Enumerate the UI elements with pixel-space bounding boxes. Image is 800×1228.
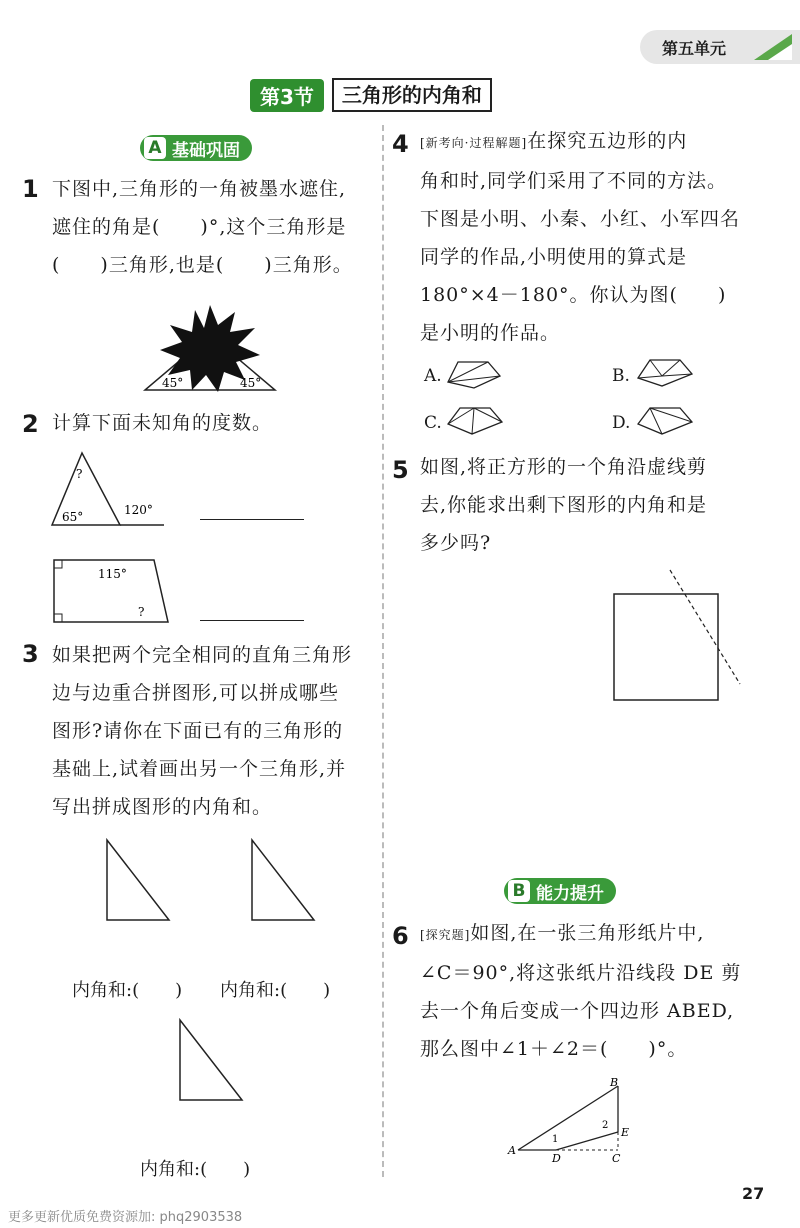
q6-label-c: C — [612, 1152, 621, 1165]
q5-number: 5 — [392, 456, 409, 484]
q1-text — [52, 170, 382, 284]
section-a-badge — [140, 135, 252, 161]
q1-angle-right: 45° — [240, 376, 262, 390]
title-badge: 第3节 — [250, 79, 324, 112]
q1-line: ( )三角形,也是( )三角形。 — [52, 254, 353, 276]
q4-text — [420, 122, 760, 352]
q3-sum-3: 内角和:( ) — [140, 1159, 251, 1180]
q3-line: 基础上,试着画出另一个三角形,并 — [52, 758, 347, 780]
q5-square-figure — [606, 566, 746, 706]
q3-right-triangle-1 — [105, 838, 171, 922]
q4-tag: [新考向·过程解题] — [420, 136, 528, 150]
q4-number: 4 — [392, 130, 409, 158]
q2-tri-angle-65: 65° — [62, 510, 84, 524]
section-a-letter: A — [144, 137, 166, 159]
q4-line: 是小明的作品。 — [420, 322, 561, 344]
q4-line: 180°×4－180°。你认为图( ) — [420, 284, 727, 306]
unit-label: 第五单元 — [662, 39, 727, 58]
section-b-badge — [504, 878, 616, 904]
q3-number: 3 — [22, 640, 39, 668]
q3-right-triangle-3 — [178, 1018, 244, 1102]
q1-angle-left: 45° — [162, 376, 184, 390]
q2-triangle-figure — [48, 450, 168, 530]
q3-right-triangle-2 — [250, 838, 316, 922]
q6-label-a: A — [508, 1144, 516, 1157]
q2-quad-angle-115: 115° — [98, 567, 127, 581]
page-title: 三角形的内角和 — [332, 78, 492, 112]
set-square-icon — [752, 32, 796, 62]
column-divider — [382, 125, 384, 1177]
q2-quadrilateral-figure — [52, 558, 172, 626]
q3-text — [52, 636, 382, 826]
q6-angle-1: 1 — [552, 1134, 559, 1145]
q4-first-line: 在探究五边形的内 — [527, 130, 688, 152]
q6-label-d: D — [552, 1152, 561, 1165]
q1-number: 1 — [22, 175, 39, 203]
q4-pentagon-b[interactable] — [634, 356, 696, 388]
q6-label-e: E — [621, 1126, 630, 1139]
q4-option-d[interactable]: D. — [612, 413, 631, 433]
q2-answer-line-2[interactable] — [200, 620, 304, 621]
q2-tri-angle-120: 120° — [124, 503, 153, 517]
section-a-label: 基础巩固 — [172, 140, 240, 161]
unit-header — [640, 30, 800, 64]
q3-line: 图形?请你在下面已有的三角形的 — [52, 720, 344, 742]
q6-triangle-figure — [506, 1076, 636, 1166]
page-number: 27 — [742, 1184, 765, 1203]
q4-line: 角和时,同学们采用了不同的方法。 — [420, 170, 728, 192]
q5-line: 多少吗? — [420, 532, 492, 554]
q3-line: 边与边重合拼图形,可以拼成哪些 — [52, 682, 340, 704]
q5-line: 去,你能求出剩下图形的内角和是 — [420, 494, 708, 516]
q6-text — [420, 914, 760, 1068]
q6-label-b: B — [610, 1076, 619, 1089]
q2-quad-unknown: ? — [138, 605, 145, 619]
section-b-label: 能力提升 — [536, 883, 604, 904]
q6-number: 6 — [392, 922, 409, 950]
section-b-letter: B — [508, 880, 530, 902]
q6-angle-2: 2 — [602, 1120, 609, 1131]
watermark: 更多更新优质免费资源加: phq2903538 — [8, 1210, 243, 1225]
q3-line: 如果把两个完全相同的直角三角形 — [52, 644, 353, 666]
q2-tri-unknown: ? — [76, 467, 83, 481]
q2-text: 计算下面未知角的度数。 — [52, 412, 273, 434]
q1-ink-triangle-figure — [140, 300, 280, 395]
q4-option-b[interactable]: B. — [612, 366, 630, 386]
q4-option-c[interactable]: C. — [424, 413, 442, 433]
q6-tag: [探究题] — [420, 928, 471, 942]
q1-line: 遮住的角是( )°,这个三角形是 — [52, 216, 347, 238]
q2-number: 2 — [22, 410, 39, 438]
q5-line: 如图,将正方形的一个角沿虚线剪 — [420, 456, 708, 478]
q4-pentagon-c[interactable] — [444, 404, 506, 436]
q1-line: 下图中,三角形的一角被墨水遮住, — [52, 178, 347, 200]
q6-first-line: 如图,在一张三角形纸片中, — [470, 922, 705, 944]
q2-answer-line-1[interactable] — [200, 519, 304, 520]
section-title — [250, 78, 492, 112]
q4-line: 同学的作品,小明使用的算式是 — [420, 246, 688, 268]
q6-line: 去一个角后变成一个四边形 ABED, — [420, 1000, 735, 1022]
q3-sum-1: 内角和:( ) — [72, 980, 183, 1001]
q5-text — [420, 448, 760, 562]
q6-line: ∠C＝90°,将这张纸片沿线段 DE 剪 — [420, 962, 742, 984]
q4-option-a[interactable]: A. — [424, 366, 442, 386]
q6-line: 那么图中∠1＋∠2＝( )°。 — [420, 1038, 688, 1060]
q3-line: 写出拼成图形的内角和。 — [52, 796, 273, 818]
q4-line: 下图是小明、小秦、小红、小军四名 — [420, 208, 741, 230]
q4-pentagon-a[interactable] — [444, 358, 504, 390]
q4-pentagon-d[interactable] — [634, 404, 696, 436]
q3-sum-2: 内角和:( ) — [220, 980, 331, 1001]
